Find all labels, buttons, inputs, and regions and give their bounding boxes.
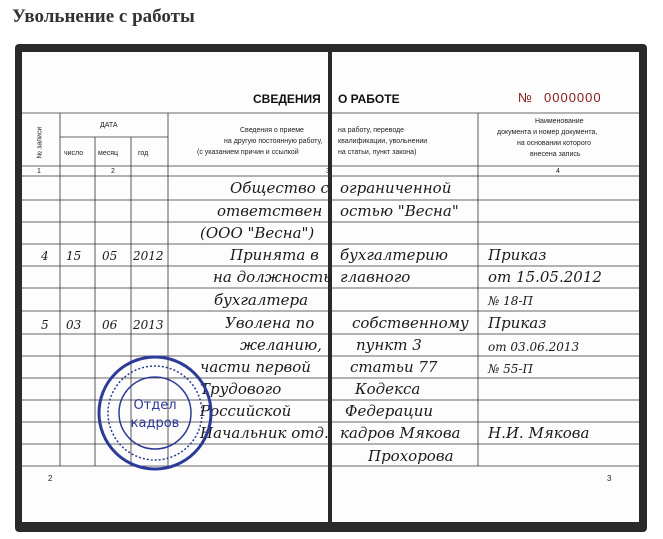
fire-doc-3: № 55-П [488,362,533,376]
info-right-2: квалификации, увольнении [338,138,428,145]
info-left-2: на другую постоянную работу, [224,138,323,145]
sign-right-2: Прохорова [368,447,454,465]
org-left-2: ответствен [217,202,323,220]
page-number-left: 2 [48,474,53,483]
hire-left-2: на должность [213,268,332,286]
book-number: 0000000 [544,90,602,105]
fire-left-3: части первой [200,358,311,376]
fire-left-5: Российской [200,402,292,420]
fire-doc-2: от 03.06.2013 [488,340,580,354]
fire-right-5: Федерации [345,402,434,420]
record-no-header: № записи [36,126,44,159]
fire-record-no: 5 [41,318,49,332]
col-num-4: 4 [556,168,560,175]
doc-header-1: Наименование [535,118,584,125]
doc-header-4: внесена запись [530,151,581,158]
col-num-3: 3 [326,168,330,175]
hire-doc-3: № 18-П [488,294,533,308]
header-right-title: О РАБОТЕ [338,92,400,106]
col-num-1: 1 [37,168,41,175]
hire-day: 15 [66,249,82,263]
page-title: Увольнение с работы [12,6,195,27]
hire-left-3: бухгалтера [214,291,309,309]
org-right-2: остью "Весна" [340,202,459,220]
doc-header-2: документа и номер документа, [497,129,598,136]
fire-month: 06 [102,318,118,332]
stamp-line-1: Отдел [133,398,177,413]
fire-left-2: желанию, [240,336,322,354]
fire-right-4: Кодекса [355,380,421,398]
doc-header-3: на основании которого [517,140,591,147]
hire-left-1: Принята в [230,246,319,264]
hire-year: 2012 [133,249,164,263]
hire-right-1: бухгалтерию [340,246,448,264]
fire-right-1: собственному [352,314,469,332]
org-right-1: ограниченной [340,179,452,197]
org-left-1: Общество с [230,179,329,197]
page-number-right: 3 [607,474,612,483]
number-sign: № [518,90,532,105]
hire-doc-1: Приказ [488,246,547,264]
hire-record-no: 4 [41,249,49,263]
year-header: год [138,150,149,157]
fire-year: 2013 [133,318,164,332]
info-right-1: на работу, переводе [338,127,405,134]
date-header: ДАТА [100,122,118,129]
col-num-2: 2 [111,168,115,175]
fire-right-2: пункт 3 [356,336,422,354]
fire-doc-1: Приказ [488,314,547,332]
sign-left: Начальник отд. [200,424,329,442]
info-right-3: на статьи, пункт закона) [338,149,417,156]
hire-month: 05 [102,249,118,263]
info-left-3: (с указанием причин и ссылкой [197,149,299,156]
day-header: число [64,150,84,157]
sign-right: кадров Мякова [340,424,461,442]
org-left-3: (ООО "Весна") [200,224,315,242]
fire-left-4: Трудового [200,380,282,398]
fire-right-3: статьи 77 [350,358,438,376]
info-left-1: Сведения о приеме [240,127,304,134]
fire-left-1: Уволена по [225,314,315,332]
header-left-title: СВЕДЕНИЯ [253,92,321,106]
month-header: месяц [98,150,119,157]
hire-doc-2: от 15.05.2012 [488,268,602,286]
hire-right-2: главного [340,268,411,286]
department-stamp [95,353,215,473]
sign-doc: Н.И. Мякова [488,424,590,442]
stamp-line-2: кадров [130,416,180,431]
fire-day: 03 [66,318,82,332]
